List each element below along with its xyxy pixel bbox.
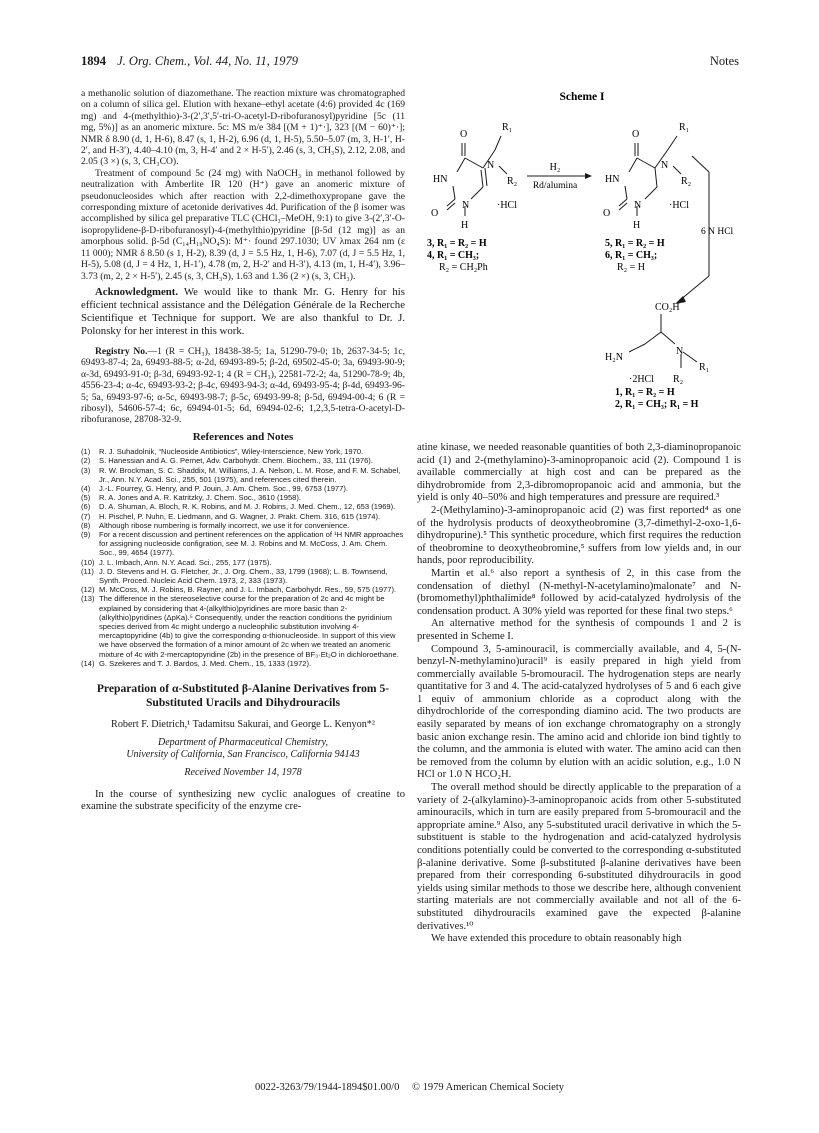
intro-paragraph: In the course of synthesizing new cyclic analogues of creatine to examine the substrate specificity of the enzyme cre-: [81, 788, 405, 813]
copyright-notice: © 1979 American Chemical Society: [411, 1082, 565, 1093]
acknowledgment-text: We would like to thank Mr. G. Henry for his efficient technical assistance and the Délégation Générale de la Recherche Scientifique et Technique for support. We are also thankful to Dr. J. Polonsky for her interest in this work.: [81, 285, 405, 337]
received-date: Received November 14, 1978: [184, 767, 302, 779]
registry-heading: Registry No.: [95, 345, 148, 357]
page-footer: [0, 1082, 819, 1093]
reference-text: For a recent discussion and pertinent references on the application of ¹H NMR approaches for assigning nucleoside configration, see M. J. Robins and M. McCoss, J. Am. Chem. Soc., 99, 4654 (1977).: [99, 529, 404, 558]
body-paragraph: Compound 3, 5-aminouracil, is commercially available, and 4, 5-(N-benzyl-N-methylamino)uracil⁹ is easily prepared in high yield from commercially available 5-bromouracil. The hydrogenation steps are nearly quantitative for 3 and 4. The acid-catalyzed hydrolyses of 5 and 6 each give 1 equiv of ammonium chloride as a coproduct along with the dihydrochloride of the corresponding diamino acid. The two products are easily separated by means of ion exchange chromatography on a strongly basic anion exchange resin. The amino acid and chloride ion bind tightly to the column, and the ammonia is eluted with water. The amino acid can then be removed from the column by elution with an acidic solution, e.g., 1.0 N HCl or 1.0 N HCO₂H.: [417, 643, 741, 781]
article-code: 0022-3263/79/1944-1894$01.00/0: [254, 1082, 400, 1093]
atom-label-o: O: [603, 208, 611, 219]
atom-label-o: O: [431, 208, 439, 219]
body-paragraph: Martin et al.⁶ also report a synthesis of 2, in this case from the condensation of diethyl (N-methyl-N-acetylamino)malonate⁷ and N-(bromomethyl)phthalimide⁸ followed by acid-catalyzed hydrolysis of the condensation product. A 30% yield was reported for these final two steps.⁶: [417, 567, 741, 617]
atom-label-n: N: [462, 200, 470, 211]
reference-text: R. W. Brockman, S. C. Shaddix, M. Williams, J. A. Nelson, L. M. Rose, and F. M. Schabel, Jr., Ann. N.Y. Acad. Sci., 255, 501 (1975), and references cited therein.: [99, 465, 401, 484]
reference-item: [81, 493, 405, 502]
atom-label-n: N: [661, 160, 669, 171]
references-heading: References and Notes: [192, 430, 294, 443]
body-paragraph: 2-(Methylamino)-3-aminopropanoic acid (2) was first reported⁴ as one of the hydrolysis products of deoxytheobromine (3,7-dimethyl-2-oxo-1,6-dihydropurine).⁵ This synthetic procedure, which first requires the reduction of theobromine to deoxytheobromine,⁵ suffers from low yields and, in our hands, poor reproducibility.: [417, 504, 741, 567]
reagent-hydrogen: H₂: [549, 162, 561, 173]
reference-item: [81, 594, 405, 658]
reference-number: (7): [81, 511, 91, 521]
reference-list: [81, 447, 405, 668]
acknowledgment-heading: Acknowledgment.: [95, 285, 179, 298]
reference-number: (4): [81, 483, 91, 493]
reference-text: G. Szekeres and T. J. Bardos, J. Med. Chem., 15, 1333 (1972).: [99, 658, 312, 668]
affiliation-university: University of California, San Francisco, California 94143: [126, 749, 360, 761]
compound-label-1: 1, R₁ = R₂ = H: [615, 387, 675, 398]
atom-label-n: N: [676, 346, 684, 357]
reagent-catalyst: Rd/alumina: [532, 181, 578, 191]
reference-number: (9): [81, 529, 91, 539]
registry-numbers: [81, 346, 405, 426]
reference-number: (14): [81, 658, 95, 668]
hcl-salt-label: ·HCl: [669, 200, 689, 211]
reference-number: (12): [81, 585, 95, 595]
carboxyl-label: CO₂H: [655, 302, 680, 313]
reference-text: R. J. Suhadolnik, “Nucleoside Antibiotics”, Wiley-Interscience, New York, 1970.: [99, 447, 364, 457]
reference-number: (6): [81, 502, 91, 512]
reference-item: [81, 585, 405, 594]
salt-label: ·2HCl: [629, 374, 654, 385]
atom-label-hn: HN: [433, 174, 448, 185]
section-label: Notes: [709, 54, 739, 68]
atom-label-r1: R₁: [502, 122, 513, 133]
reference-item: [81, 466, 405, 484]
running-header: [81, 54, 739, 74]
reference-text: H. Pischel, P. Nuhn, E. Liedmann, and G. Wagner, J. Prakt. Chem. 316, 615 (1974).: [99, 511, 381, 521]
reference-text: D. A. Shuman, A. Bloch, R. K. Robins, and M. J. Robins, J. Med. Chem., 12, 653 (1969).: [99, 502, 396, 512]
reference-number: (13): [81, 594, 95, 604]
reference-item: [81, 484, 405, 493]
atom-label-n: N: [634, 200, 642, 211]
body-paragraph: The overall method should be directly applicable to the preparation of a variety of 2-(alkylamino)-3-aminopropanoic acids from other 5-substituted aminouracils, which in turn are easily prepared from 5-bromouracil and the appropriate amine.⁹ Also, any 5-substituted uracil derivative in which the 5-substituent is stable to the hydrogenation and acid-catalyzed hydrolysis conditions potentially could be converted to the corresponding α-substituted β-alanine derivative. Some β-substituted β-alanine derivatives have been prepared from their corresponding 6-substituted dihydrouracils in good yields using similar methods to those we describe here, although convenient starting materials are not commercially available and not all of the 6-substituted dihydrouracils examined gave the expected β-alanine derivatives.¹⁰: [417, 782, 741, 932]
registry-text: —1 (R = CH₃), 18438-38-5; 1a, 51290-79-0; 1b, 2637-34-5; 1c, 69493-87-4; 2a, 69493-88-5; α-2d, 69493-89-5; β-2d, 69502-45-0; 3a, 69493-90-9; α-3d, 69493-91-0; β-3d, 69493-92-1; 4 (R = CH₃), 22581-72-2; 4a, 51290-78-9; 4b, 4556-23-4; α-4c, 69493-93-2; β-4c, 69493-94-3; α-4d, 69493-95-4; β-4d, 69493-96-5; 5a, 69493-97-6; α-5c, 69493-98-7; β-5c, 69493-99-8; β-5d, 69494-00-4; 6 (R = ribosyl), 54606-57-4; 6c, 69494-01-5; 6d, 69494-02-6; 1,2,3,5-tetra-O-acetyl-D-ribofuranose, 28708-32-9.: [81, 345, 406, 426]
arrow-head-icon: [585, 173, 592, 179]
scheme-figure: [417, 86, 747, 436]
scheme-drawing: [417, 86, 747, 436]
reference-text: M. McCoss, M. J. Robins, B. Rayner, and J. L. Imbach, Carbohydr. Res., 59, 575 (1977).: [99, 585, 397, 595]
reference-item: [81, 530, 405, 558]
reference-number: (10): [81, 557, 95, 567]
reference-number: (3): [81, 465, 91, 475]
reference-number: (5): [81, 493, 91, 503]
affiliation: [81, 737, 405, 761]
atom-label-r1: R₁: [699, 362, 710, 373]
body-paragraph: We have extended this procedure to obtain reasonably high: [431, 933, 682, 945]
atom-label-o: O: [632, 129, 640, 140]
compound-label-4: 4, R₁ = CH₃;: [427, 250, 480, 261]
experimental-paragraph-2: Treatment of compound 5c (24 mg) with NaOCH₃ in methanol followed by neutralization with Amberlite IR 120 (H⁺) gave an anomeric mixture of pseudonucleosides which after reaction with 2,2-dimethoxypropane gave the corresponding mixture of acetonide derivatives 4d. Purification of the β isomer was accomplished by silica gel preparative TLC (CHCl₃–MeOH, 9:1) to give 3-(2′,3′-O-isopropylidene-β-D-ribofuranosyl)-4-(methylthio)pyridine [β-5d (12 mg)] as an amorphous solid. β-5d (C₁₄H₁₉NO₄S): M⁺· found 297.1030; UV λmax 264 nm (ε 11 000); NMR δ 8.50 (s 1, H-2), 8.39 (d, J = 5.5 Hz, 1, H-6), 7.07 (d, J = 5.5 Hz, 1, H-5), 5.08 (d, J = 4 Hz, 1, H-1′), 4.78 (m, 2, H-2′ and H-3′), 4.13 (m, 1, H-4′), 3.96–3.73 (m, 2, 2 × H-5′), 2.45 (s, 3, CH₃S), 1.63 and 1.36 (2 ×) (s, 3, CH₃).: [81, 167, 405, 282]
reference-item: [81, 456, 405, 465]
reference-number: (1): [81, 447, 91, 457]
diamino-acid-structure: [629, 314, 697, 368]
reference-item: [81, 659, 405, 668]
atom-label-r2: R₂: [681, 176, 692, 187]
compound-label-4-r2: R₂ = CH₂Ph: [439, 262, 488, 273]
compound-label-3: 3, R₁ = R₂ = H: [427, 238, 487, 249]
article-title: Preparation of α-Substituted β-Alanine Derivatives from 5-Substituted Uracils and Dihydrouracils: [96, 682, 390, 710]
compound-label-6-r2: R₂ = H: [617, 262, 646, 273]
left-column: [81, 88, 405, 814]
reference-text: J. L. Imbach, Ann. N.Y. Acad. Sci., 255, 177 (1975).: [99, 557, 272, 567]
atom-label-r2: R₂: [673, 374, 684, 385]
reference-number: (11): [81, 566, 94, 576]
amine-label: H₂N: [605, 352, 623, 363]
atom-label-r1: R₁: [679, 122, 690, 133]
acknowledgment: [81, 286, 405, 338]
atom-label-hn: HN: [605, 174, 620, 185]
reference-text: The difference in the stereoselective course for the preparation of 2c and 4c might be explained by considering that 4-(alkylthio)pyridines are more basic than 2-(alkylthio)pyridines (ΔpKa).⁵ Consequently, under the reaction conditions the pyridinium species derived from 4c might undergo a nucleophilic substitution involving 4-mercaptopyridine (4b) to give the corresponding α-thionucleoside. In support of this view we have observed the formation of a minor amount of 2c when we treated an anomeric mixture of 4c with 2-mercaptopyridine (2b) in the presence of BF₃·Et₂O in dichloroethane.: [99, 594, 399, 659]
right-column: [417, 442, 741, 946]
experimental-paragraph-1: a methanolic solution of diazomethane. The reaction mixture was chromatographed on a column of silica gel. Elution with hexane–ethyl acetate (4:6) provided 4c (169 mg) and 4-(methylthio)-3-(2′,3′,5′-tri-O-acetyl-D-ribofuranosyl)pyridine [5c (11 mg, 5%)] as an anomeric mixture. 5c: MS m/e 384 [(M + 1)⁺·], 323 [(M − 60)⁺·]; NMR δ 8.90 (d, 1, H-6), 8.47 (s, 1, H-2), 6.96 (d, 1, H-5), 5.50–5.07 (m, 3, H-1′, H-2′, and H-3′), 4.40–4.10 (m, 3, H-4′ and 2 × H-5′), 2.46 (s, 3, CH₃S), 2.12, 2.08, and 2.05 (3 ×) (s, 3, CH₃CO).: [81, 88, 405, 168]
body-paragraph: atine kinase, we needed reasonable quantities of both 2,3-diaminopropanoic acid (1) and 2-(methylamino)-3-aminopropanoic acid (2). Compound 1 is available commercially at high cost and can be prepared as the dihydrobromide from 2,3-dibromopropanoic acid and ammonia, but the yield is only 40–50% and high temperatures and pressure are required.³: [417, 442, 741, 504]
reference-item: [81, 567, 405, 585]
reference-text: S. Hanessian and A. G. Pernet, Adv. Carbohydr. Chem. Biochem., 33, 111 (1976).: [99, 456, 373, 466]
reference-text: J. D. Stevens and H. G. Fletcher, Jr., J. Org. Chem., 33, 1799 (1968); L. B. Townsend, Synth. Proced. Nucleic Acid Chem. 1973, 2, 333 (1973).: [99, 566, 388, 585]
scheme-title: Scheme I: [559, 91, 605, 103]
journal-citation: J. Org. Chem., Vol. 44, No. 11, 1979: [117, 54, 299, 68]
atom-label-r2: R₂: [507, 176, 518, 187]
reference-text: Although ribose numbering is formally incorrect, we use it for convenience.: [99, 520, 350, 530]
compound-label-2: 2, R₁ = CH₃; R₁ = H: [615, 399, 699, 410]
reference-item: [81, 512, 405, 521]
reagent-hcl: 6 N HCl: [701, 227, 734, 237]
reference-item: [81, 502, 405, 511]
atom-label-n: N: [487, 160, 495, 171]
reference-text: J.-L. Fourrey, G. Henry, and P. Jouin, J. Am. Chem. Soc., 99, 6753 (1977).: [99, 483, 349, 493]
reference-item: [81, 558, 405, 567]
reference-number: (8): [81, 520, 91, 530]
compound-label-6: 6, R₁ = CH₃;: [605, 250, 658, 261]
compound-label-5: 5, R₁ = R₂ = H: [605, 238, 665, 249]
reference-number: (2): [81, 456, 91, 466]
author-list: Robert F. Dietrich,¹ Tadamitsu Sakurai, and George L. Kenyon*²: [111, 719, 375, 731]
affiliation-department: Department of Pharmaceutical Chemistry,: [158, 737, 328, 749]
reference-text: R. A. Jones and A. R. Katritzky, J. Chem. Soc., 3610 (1958).: [99, 493, 302, 503]
reference-item: [81, 447, 405, 456]
atom-label-o: O: [460, 129, 468, 140]
atom-label-h: H: [633, 220, 641, 231]
reference-item: [81, 521, 405, 530]
hcl-salt-label: ·HCl: [497, 200, 517, 211]
body-paragraph: An alternative method for the synthesis of compounds 1 and 2 is presented in Scheme I.: [417, 618, 741, 642]
hydrolysis-arrow: [692, 156, 709, 172]
atom-label-h: H: [461, 220, 469, 231]
page-number: 1894: [81, 54, 106, 68]
